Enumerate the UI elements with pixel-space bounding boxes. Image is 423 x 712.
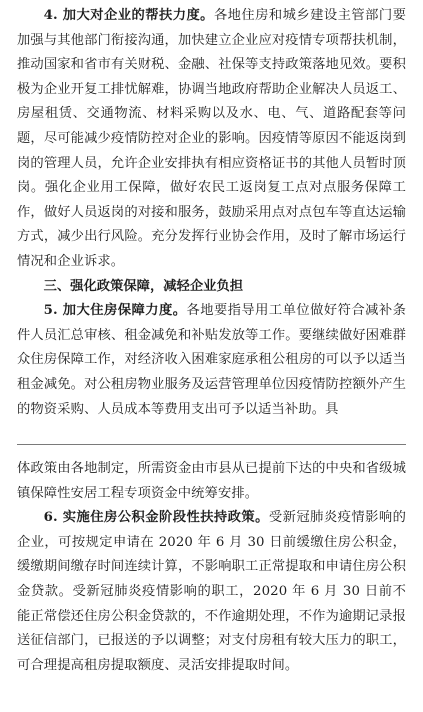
paragraph-4 [17,4,406,275]
page-divider [17,444,406,445]
paragraph-5-lead: 5. 加大住房保障力度。 [43,303,187,319]
paragraph-6-text: 受新冠肺炎疫情影响的企业，可按规定申请在 2020 年 6 月 30 日前缓缴住房公积金，缓缴期间缴存时间连续计算，不影响职工正常提取和申请住房公积金贷款。受新冠肺炎疫情影响的职工，2020 年 6 月 30 日前不能正常偿还住房公积金贷款的，不作逾期处理，不作为逾期记录报送征信部门，已报送的予以调整；对支付房租有较大压力的职工，可合理提高租房提取额度、灵活安排提取时间。 [17,510,407,673]
paragraph-4-text: 各地住房和城乡建设主管部门要加强与其他部门衔接沟通，加快建立企业应对疫情专项帮扶机制，推动国家和省市有关财税、金融、社保等支持政策落地见效。要积极为企业开复工排忧解难，协调当地政府帮助企业解决人员返工、房屋租赁、交通物流、材料采购以及水、电、气、道路配套等问题，尽可能减少疫情防控对企业的影响。因疫情等原因不能返岗到岗的管理人员，允许企业安排执有相应资格证书的其他人员暂时顶岗。强化企业用工保障，做好农民工返岗复工点对点服务保障工作，做好人员返岗的对接和服务，鼓励采用点对点包车等直达运输方式，减少出行风险。充分发挥行业协会作用，及时了解市场运行情况和企业诉求。 [17,8,406,269]
paragraph-5-continued [17,457,406,506]
paragraph-5-continued-text: 体政策由各地制定，所需资金由市县从已提前下达的中央和省级城镇保障性安居工程专项资金中统筹安排。 [17,461,406,501]
paragraph-6 [17,506,406,678]
paragraph-4-lead: 4. 加大对企业的帮扶力度。 [43,8,214,23]
paragraph-5 [17,299,406,422]
paragraph-6-lead: 6. 实施住房公积金阶段性扶持政策。 [43,510,269,526]
paragraph-5-text: 各地要指导用工单位做好符合减补条件人员汇总审核、租金减免和补贴发放等工作。要继续做好困难群众住房保障工作，对经济收入困难家庭承租公租房的可以予以适当租金减免。对公租房物业服务及运营管理单位因疫情防控额外产生的物资采购、人员成本等费用支出可予以适当补助。具 [17,303,406,417]
section-heading: 三、强化政策保障，减轻企业负担 [43,278,244,294]
next-page-content [17,457,406,678]
